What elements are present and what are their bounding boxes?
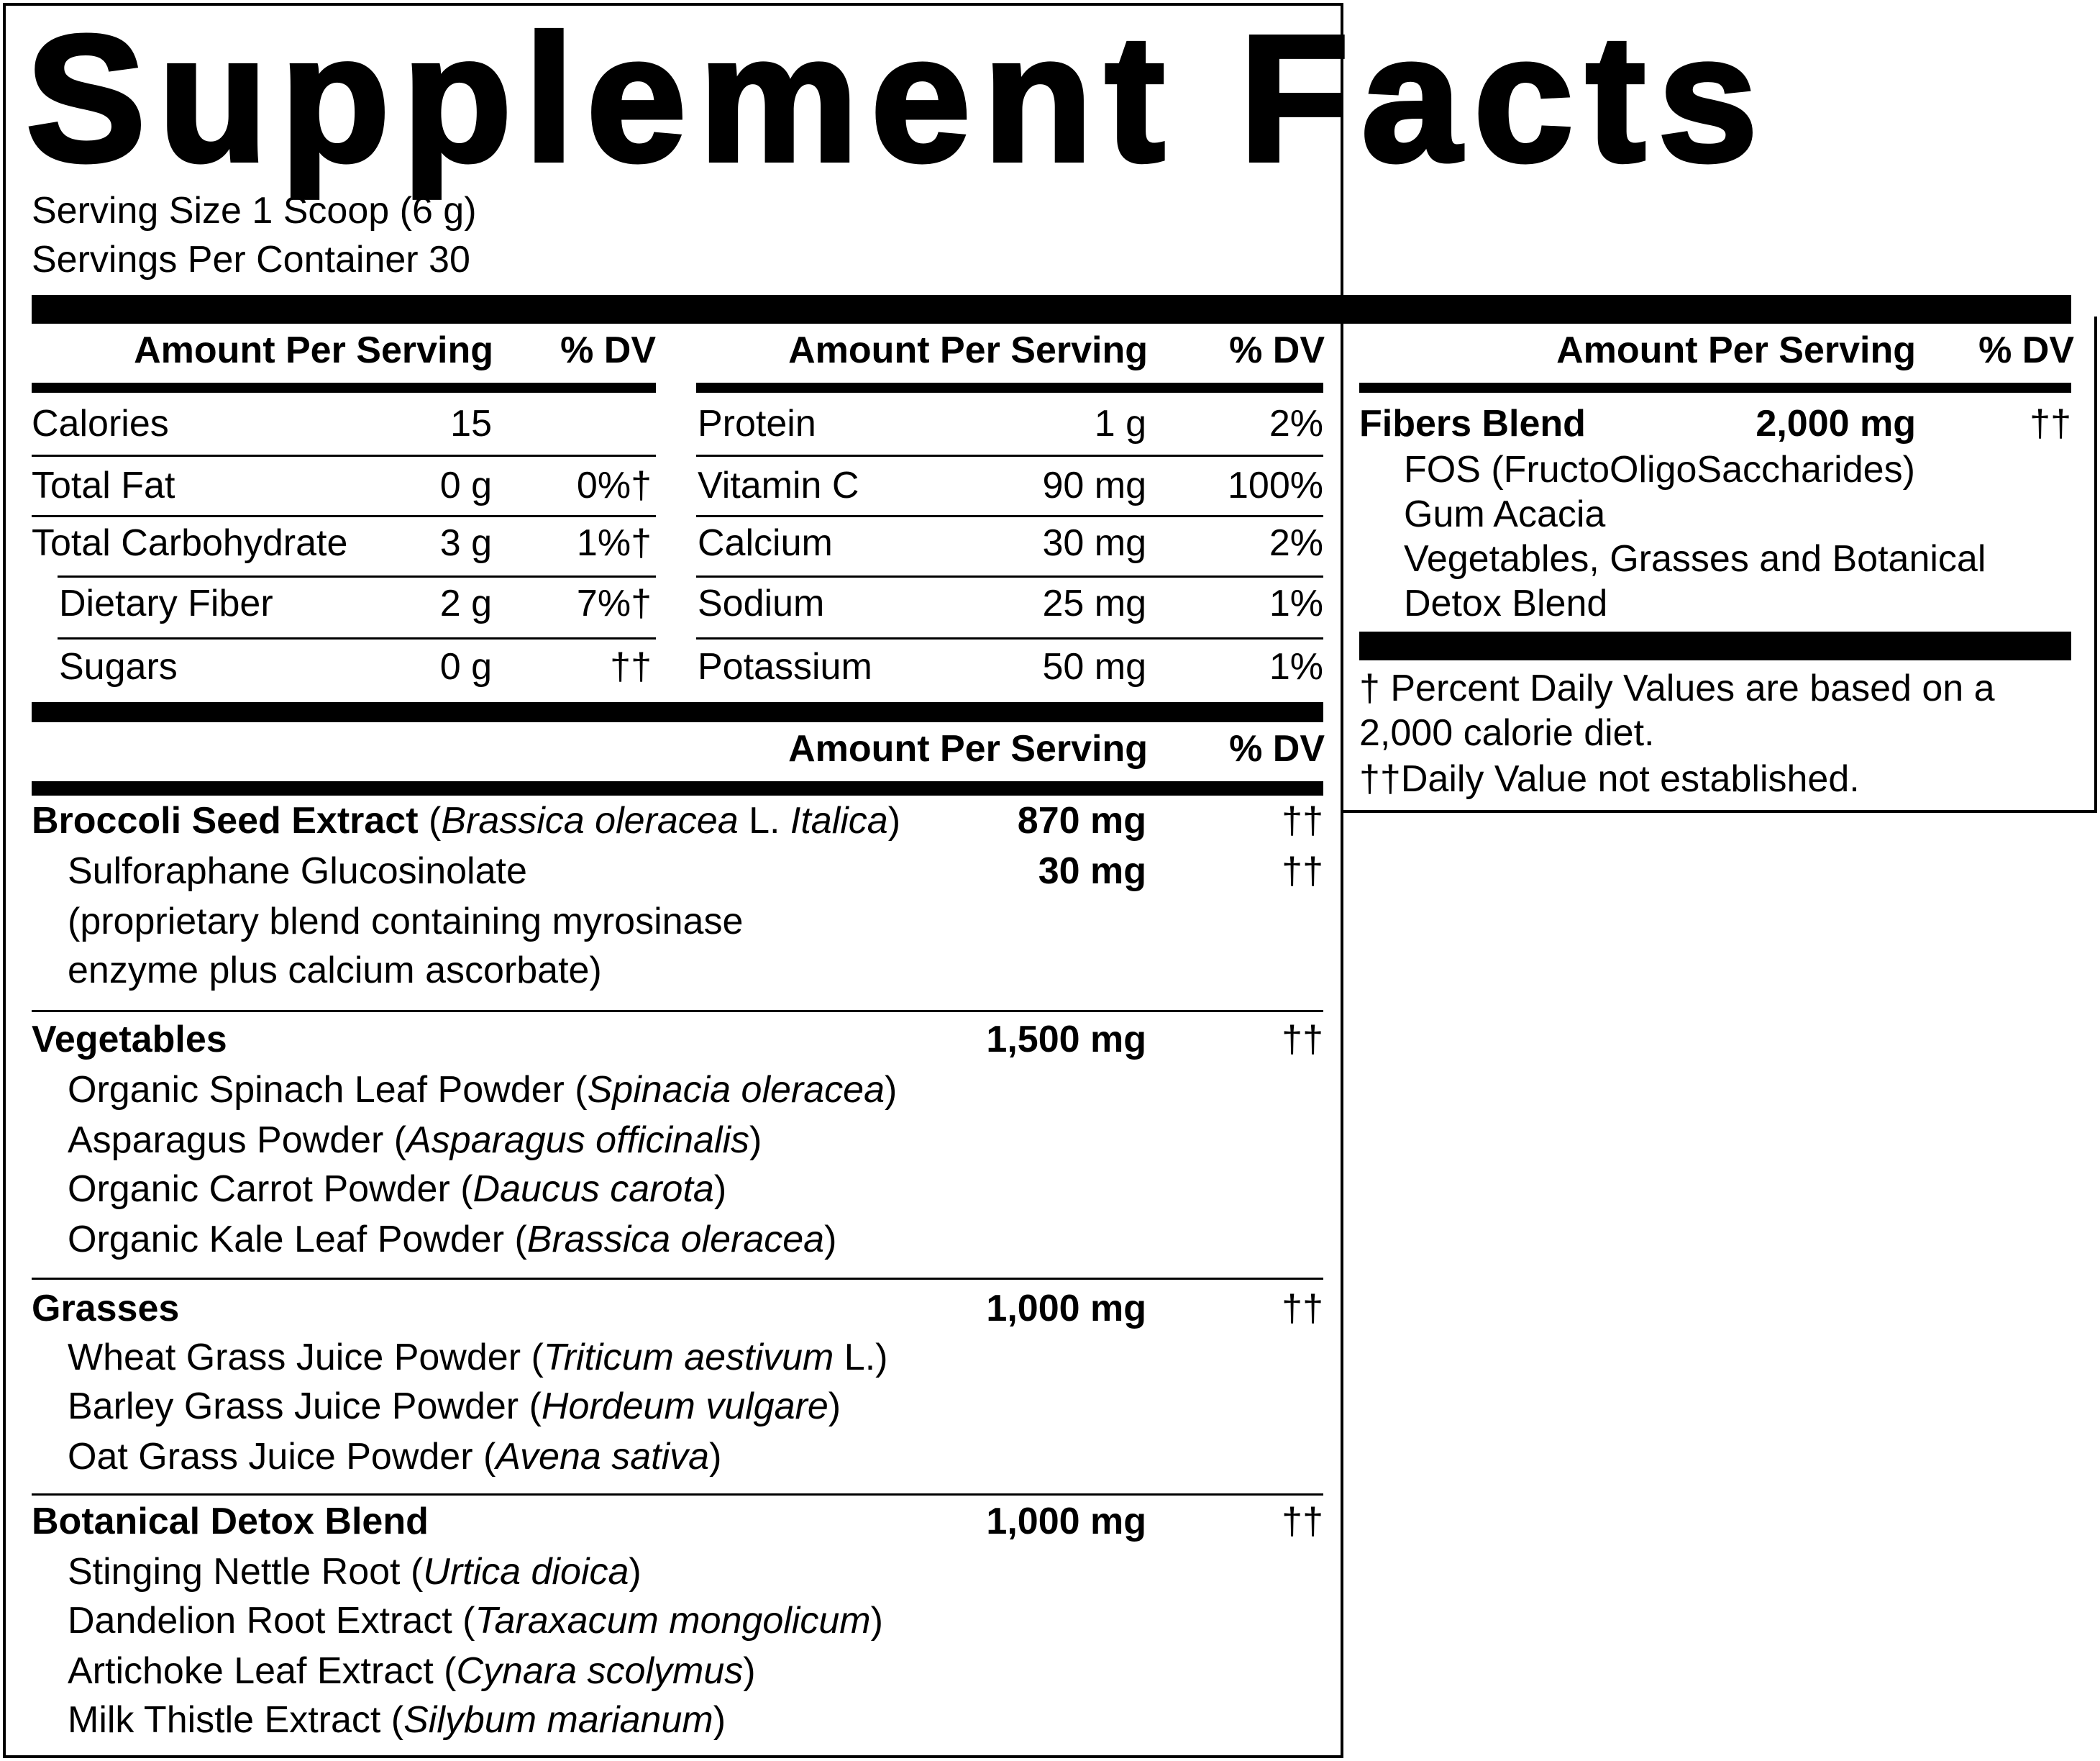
ingredient-latin: Brassica oleracea — [526, 1219, 825, 1260]
ingredient-common: Artichoke Leaf Extract ( — [68, 1650, 457, 1692]
ingredient-common: Milk Thistle Extract ( — [68, 1699, 404, 1741]
nutrient-amount: 90 mg — [1042, 465, 1146, 506]
ingredient-latin: Taraxacum mongolicum — [475, 1600, 871, 1642]
fibers-item: Gum Acacia — [1404, 493, 1606, 535]
ingredient-latin: Spinacia oleracea — [587, 1069, 885, 1111]
fibers-dv: †† — [2030, 403, 2071, 445]
macro-dv: †† — [610, 646, 652, 688]
ingredient-common: Organic Carrot Powder ( — [68, 1168, 473, 1210]
nutrient-dv: 1% — [1269, 583, 1323, 624]
footnote-dagger: † Percent Daily Values are based on a — [1359, 668, 1995, 709]
nutrient-dv: 100% — [1228, 465, 1323, 506]
macro-name: Sugars — [59, 646, 178, 688]
ingredient-latin: Daucus carota — [472, 1168, 714, 1210]
top-thick-bar — [32, 295, 2071, 324]
fibers-dv-header: % DV — [1978, 329, 2074, 371]
ingredient-suffix: ) — [743, 1650, 756, 1692]
detox-amount: 1,000 mg — [986, 1501, 1146, 1542]
nutrient-header-rule — [696, 383, 1323, 393]
row-divider — [32, 455, 656, 457]
ingredient-suffix: ) — [870, 1600, 883, 1642]
fibers-item: FOS (FructoOligoSaccharides) — [1404, 449, 1915, 491]
fibers-item: Detox Blend — [1404, 583, 1608, 624]
ingredient-line — [68, 1600, 883, 1643]
sulforaphane-amount: 30 mg — [1038, 850, 1146, 892]
ingredient-line — [68, 1219, 836, 1262]
ingredient-suffix: ) — [749, 1119, 762, 1161]
broccoli-amount: 870 mg — [1017, 800, 1146, 842]
nutrient-name: Potassium — [698, 646, 872, 688]
ingredient-suffix: ) — [709, 1436, 722, 1478]
macro-dv: 0%† — [576, 465, 652, 506]
footnote-thick-bar — [1359, 632, 2071, 660]
nutrient-name: Vitamin C — [698, 465, 859, 506]
macro-dv: 7%† — [576, 583, 652, 624]
broccoli-paren-close: ) — [887, 800, 901, 842]
section-divider — [32, 1493, 1323, 1496]
detox-dv: †† — [1282, 1501, 1323, 1542]
nutrient-amount-header: Amount Per Serving — [788, 329, 1148, 371]
ingredient-common: Wheat Grass Juice Powder ( — [68, 1337, 544, 1378]
macro-name: Calories — [32, 403, 169, 445]
ingredient-line — [68, 1436, 721, 1479]
ingredient-line — [68, 1385, 841, 1429]
ingredient-common: Organic Kale Leaf Powder ( — [68, 1219, 527, 1260]
label-title: Supplement Facts — [26, 0, 1771, 199]
nutrient-amount: 25 mg — [1042, 583, 1146, 624]
row-divider — [696, 637, 1323, 640]
footnote-dagger: 2,000 calorie diet. — [1359, 712, 1655, 754]
blend-header-rule — [32, 781, 1323, 796]
ingredient-line — [68, 1168, 726, 1211]
row-divider — [58, 575, 656, 578]
macro-dv: 1%† — [576, 522, 652, 564]
broccoli-note: (proprietary blend containing myrosinase — [68, 901, 744, 942]
macro-amount: 0 g — [439, 465, 492, 506]
ingredient-common: Stinging Nettle Root ( — [68, 1551, 424, 1593]
ingredient-line — [68, 1119, 762, 1162]
broccoli-note: enzyme plus calcium ascorbate) — [68, 950, 602, 991]
macro-amount-header: Amount Per Serving — [134, 329, 493, 371]
nutrient-name: Sodium — [698, 583, 825, 624]
macro-amount: 3 g — [439, 522, 492, 564]
ingredient-suffix: ) — [713, 1168, 727, 1210]
nutrient-name: Protein — [698, 403, 816, 445]
nutrient-name: Calcium — [698, 522, 833, 564]
ingredient-suffix: L.) — [834, 1337, 888, 1378]
blend-thick-bar — [32, 702, 1323, 722]
ingredient-common: Dandelion Root Extract ( — [68, 1600, 475, 1642]
section-divider — [32, 1010, 1323, 1012]
detox-name: Botanical Detox Blend — [32, 1501, 429, 1542]
section-divider — [32, 1278, 1323, 1280]
sulforaphane-dv: †† — [1282, 850, 1323, 892]
ingredient-latin: Avena sativa — [496, 1436, 710, 1478]
broccoli-latin2: Italica — [790, 800, 888, 842]
ingredient-latin: Hordeum vulgare — [541, 1385, 828, 1427]
macro-amount: 15 — [450, 403, 492, 445]
macro-dv-header: % DV — [560, 329, 656, 371]
vegetables-amount: 1,500 mg — [986, 1019, 1146, 1060]
row-divider — [696, 575, 1323, 578]
grasses-amount: 1,000 mg — [986, 1288, 1146, 1329]
ingredient-common: Barley Grass Juice Powder ( — [68, 1385, 542, 1427]
ingredient-latin: Triticum aestivum — [543, 1337, 834, 1378]
row-divider — [58, 637, 656, 640]
macro-name: Dietary Fiber — [59, 583, 273, 624]
grasses-name: Grasses — [32, 1288, 180, 1329]
ingredient-latin: Asparagus officinalis — [406, 1119, 750, 1161]
serving-size: Serving Size 1 Scoop (6 g) — [32, 190, 477, 232]
nutrient-dv: 2% — [1269, 403, 1323, 445]
footnote-double-dagger: ††Daily Value not established. — [1359, 758, 1860, 800]
ingredient-suffix: ) — [885, 1069, 898, 1111]
broccoli-paren-open: ( — [418, 800, 442, 842]
nutrient-amount: 1 g — [1094, 403, 1146, 445]
nutrient-amount: 50 mg — [1042, 646, 1146, 688]
macro-header-rule — [32, 383, 656, 393]
ingredient-common: Oat Grass Juice Powder ( — [68, 1436, 496, 1478]
broccoli-name-line — [32, 800, 900, 843]
macro-name: Total Carbohydrate — [32, 522, 348, 564]
vegetables-name: Vegetables — [32, 1019, 227, 1060]
broccoli-dv: †† — [1282, 800, 1323, 842]
servings-per-container: Servings Per Container 30 — [32, 239, 470, 281]
ingredient-line — [68, 1337, 887, 1380]
ingredient-suffix: ) — [828, 1385, 841, 1427]
panel-divider — [1341, 317, 1343, 813]
nutrient-amount: 30 mg — [1042, 522, 1146, 564]
fibers-header-rule — [1359, 383, 2071, 393]
ingredient-line — [68, 1069, 897, 1112]
grasses-dv: †† — [1282, 1288, 1323, 1329]
row-divider — [696, 515, 1323, 517]
broccoli-latin: Brassica oleracea — [441, 800, 739, 842]
row-divider — [32, 515, 656, 517]
sulforaphane-name: Sulforaphane Glucosinolate — [68, 850, 527, 892]
ingredient-suffix: ) — [824, 1219, 837, 1260]
nutrient-dv: 2% — [1269, 522, 1323, 564]
macro-amount: 2 g — [439, 583, 492, 624]
fibers-amount: 2,000 mg — [1756, 403, 1916, 445]
nutrient-dv: 1% — [1269, 646, 1323, 688]
macro-amount: 0 g — [439, 646, 492, 688]
ingredient-line — [68, 1551, 642, 1594]
blend-amount-header: Amount Per Serving — [788, 728, 1148, 770]
ingredient-common: Organic Spinach Leaf Powder ( — [68, 1069, 588, 1111]
macro-name: Total Fat — [32, 465, 175, 506]
ingredient-latin: Silybum marianum — [403, 1699, 713, 1741]
ingredient-latin: Cynara scolymus — [456, 1650, 744, 1692]
nutrient-dv-header: % DV — [1229, 329, 1325, 371]
vegetables-dv: †† — [1282, 1019, 1323, 1060]
ingredient-suffix: ) — [629, 1551, 642, 1593]
ingredient-suffix: ) — [713, 1699, 726, 1741]
ingredient-line — [68, 1650, 756, 1693]
fibers-name: Fibers Blend — [1359, 403, 1586, 445]
ingredient-latin: Urtica dioica — [423, 1551, 629, 1593]
broccoli-name: Broccoli Seed Extract — [32, 800, 419, 842]
broccoli-latin-suffix: L. — [738, 800, 790, 842]
ingredient-line — [68, 1699, 726, 1742]
fibers-item: Vegetables, Grasses and Botanical — [1404, 538, 1986, 580]
ingredient-common: Asparagus Powder ( — [68, 1119, 407, 1161]
row-divider — [696, 455, 1323, 457]
fibers-amount-header: Amount Per Serving — [1556, 329, 1916, 371]
blend-dv-header: % DV — [1229, 728, 1325, 770]
